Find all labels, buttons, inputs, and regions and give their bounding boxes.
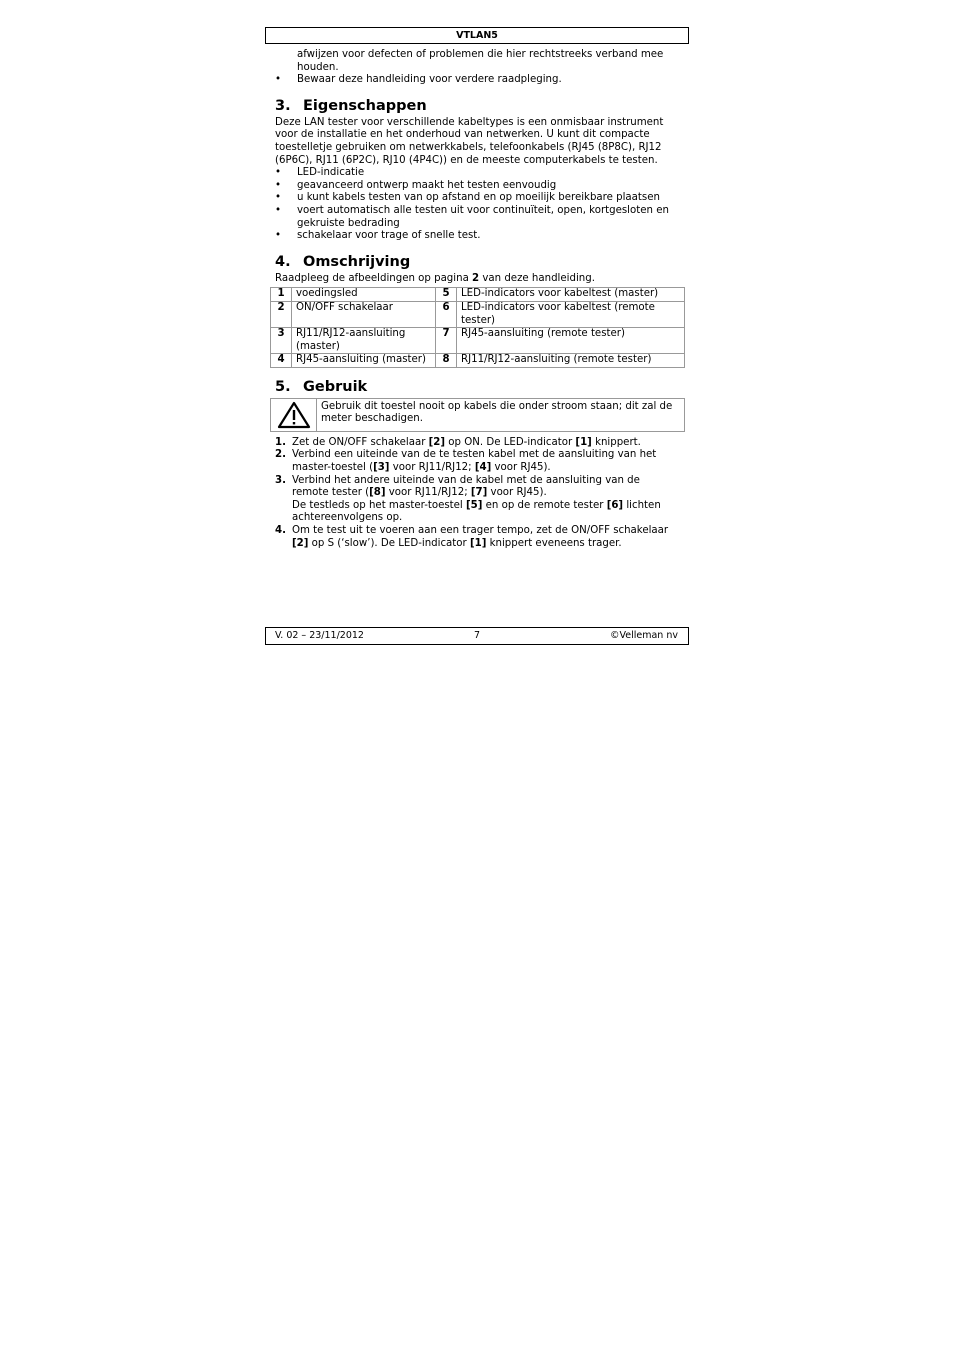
list-item: 3. Verbind het andere uiteinde van de kabel met de aansluiting van de remote tester ([8] voor RJ11/RJ12; [7] voor RJ45). De testleds op het master-toestel [5] en op de remote tester [6] lichten achtereenvolgens op. <box>275 474 661 524</box>
page-header: VTLAN5 <box>265 27 689 44</box>
warning-box <box>270 398 685 432</box>
steps-list <box>275 437 675 550</box>
list-item: 4. Om te test uit te voeren aan een trager tempo, zet de ON/OFF schakelaar [2] op S (‘slow’). De LED-indicator [1] knippert eveneens trager. <box>275 525 669 549</box>
warning-text: Gebruik dit toestel nooit op kabels die onder stroom staan; dit zal de meter beschadigen. <box>321 400 673 425</box>
list-item: • voert automatisch alle testen uit voor continuïteit, open, kortgesloten en gekruiste bedrading <box>275 204 669 229</box>
list-item: 2. Verbind een uiteinde van de te testen kabel met de aansluiting van het master-toestel ([3] voor RJ11/RJ12; [4] voor RJ45). <box>275 449 657 474</box>
description-table <box>270 287 685 368</box>
section-4-heading: 4. Omschrijving <box>275 253 411 270</box>
list-item: • u kunt kabels testen van op afstand en op moeilijk bereikbare plaatsen <box>275 192 660 204</box>
list-item: • schakelaar voor trage of snelle test. <box>275 230 481 242</box>
section-5-heading: 5. Gebruik <box>275 378 368 395</box>
footer-version: V. 02 – 23/11/2012 <box>275 630 364 641</box>
intro-continued: afwijzen voor defecten of problemen die hier rechtstreeks verband mee houden. <box>297 49 664 73</box>
list-item: 1. Zet de ON/OFF schakelaar [2] op ON. De LED-indicator [1] knippert. <box>275 436 641 448</box>
list-item: • geavanceerd ontwerp maakt het testen eenvoudig <box>275 179 557 191</box>
footer-copyright: ©Velleman nv <box>610 630 678 641</box>
intro-list <box>275 74 675 87</box>
page-footer <box>265 627 689 645</box>
table-row: 1 voedingsled 5 LED-indicators voor kabeltest (master) <box>271 288 685 302</box>
table-row: 4 RJ45-aansluiting (master) 8 RJ11/RJ12-aansluiting (remote tester) <box>271 354 685 368</box>
page-content <box>275 49 675 550</box>
table-row: 2 ON/OFF schakelaar 6 LED-indicators voor kabeltest (remote tester) <box>271 301 685 327</box>
list-item: • LED-indicatie <box>275 167 365 179</box>
section-4-paragraph: Raadpleeg de afbeeldingen op pagina 2 van deze handleiding. <box>275 272 595 284</box>
table-row: 3 RJ11/RJ12-aansluiting (master) 7 RJ45-aansluiting (remote tester) <box>271 328 685 354</box>
warning-triangle-icon <box>271 399 317 431</box>
footer-page-number: 7 <box>473 630 481 641</box>
section-3-heading: 3. Eigenschappen <box>275 97 427 114</box>
list-item: • Bewaar deze handleiding voor verdere raadpleging. <box>275 74 562 86</box>
features-list <box>275 167 675 243</box>
section-3-paragraph: Deze LAN tester voor verschillende kabeltypes is een onmisbaar instrument voor de installatie en het onderhoud van netwerken. U kunt dit compacte toestelletje gebruiken om netwerkkabels, telefoonkabels (RJ45 (8P8C), RJ12 (6P6C), RJ11 (6P2C), RJ10 (4P4C)) en de meeste computerkabels te testen. <box>275 116 664 166</box>
